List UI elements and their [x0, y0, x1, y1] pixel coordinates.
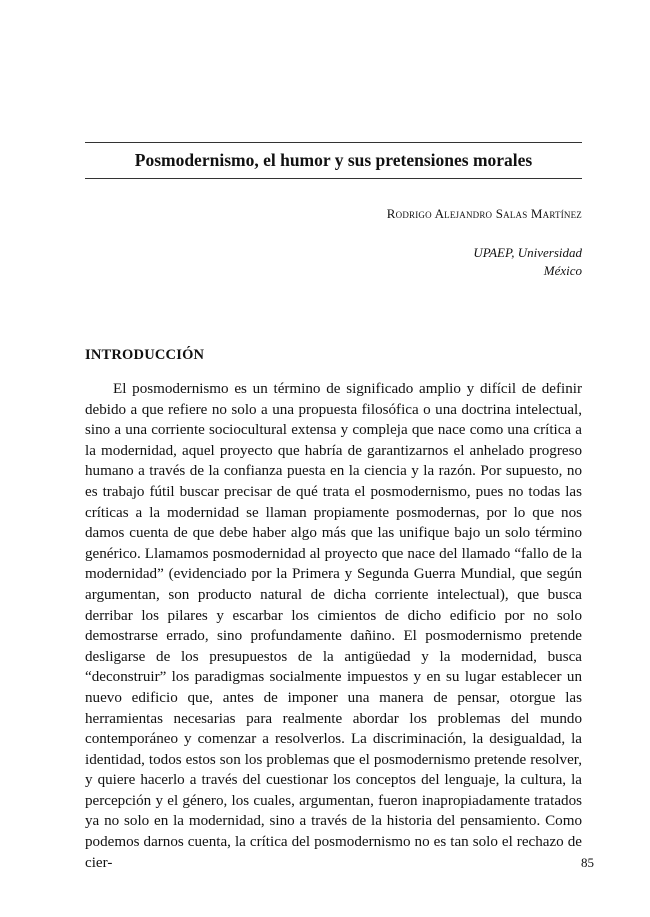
affiliation-institution: UPAEP, Universidad [473, 245, 582, 260]
author-affiliation [473, 244, 582, 280]
affiliation-country: México [543, 263, 582, 278]
body-paragraph: El posmodernismo es un término de significado amplio y difícil de definir debido a que refiere no solo a una propuesta filosófica o una doctrina intelectual, sino a una corriente sociocultural extensa y compleja que nace como una crítica a la modernidad, aquel proyecto que habría de garantizarnos el anhelado progreso humano a través de la confianza puesta en la ciencia y la razón. Por supuesto, no es trabajo fútil buscar precisar de qué trata el posmodernismo, pues no todas las críticas a la modernidad se llaman propiamente posmodernas, por lo que nos damos cuenta de que debe haber algo más que las unifique bajo un solo término genérico. Llamamos posmodernidad al proyecto que nace del llamado “fallo de la modernidad” (evidenciado por la Primera y Segunda Guerra Mundial, que según argumentan, son producto natural de dicha corriente intelectual), que busca derribar los pilares y escarbar los cimientos de dicho edificio por no solo demostrarse errado, sino profundamente dañino. El posmodernismo pretende desligarse de los presupuestos de la antigüedad y la modernidad, busca “deconstruir” los paradigmas socialmente impuestos y en su lugar establecer un nuevo edificio que, antes de imponer una manera de pensar, otorgue las herramientas necesarias para realmente abordar los problemas del mundo contemporáneo y comenzar a resolverlos. La discriminación, la desigualdad, la identidad, todos estos son los problemas que el posmodernismo pretende resolver, y quiere hacerlo a través del cuestionar los conceptos del lenguaje, la cultura, la percepción y el género, los cuales, argumentan, fueron inapropiadamente tratados ya no solo en la modernidad, sino a través de la historia del pensamiento. Como podemos darnos cuenta, la crítica del posmodernismo no es tan solo el rechazo de cier- [85, 381, 582, 871]
article-title: Posmodernismo, el humor y sus pretensiones morales [134, 150, 533, 170]
title-top-rule [85, 142, 582, 143]
section-heading: INTRODUCCIÓN [85, 347, 205, 363]
page-number: 85 [581, 855, 594, 870]
author-name: Rodrigo Alejandro Salas Martínez [386, 206, 582, 221]
title-bottom-rule [85, 178, 582, 179]
